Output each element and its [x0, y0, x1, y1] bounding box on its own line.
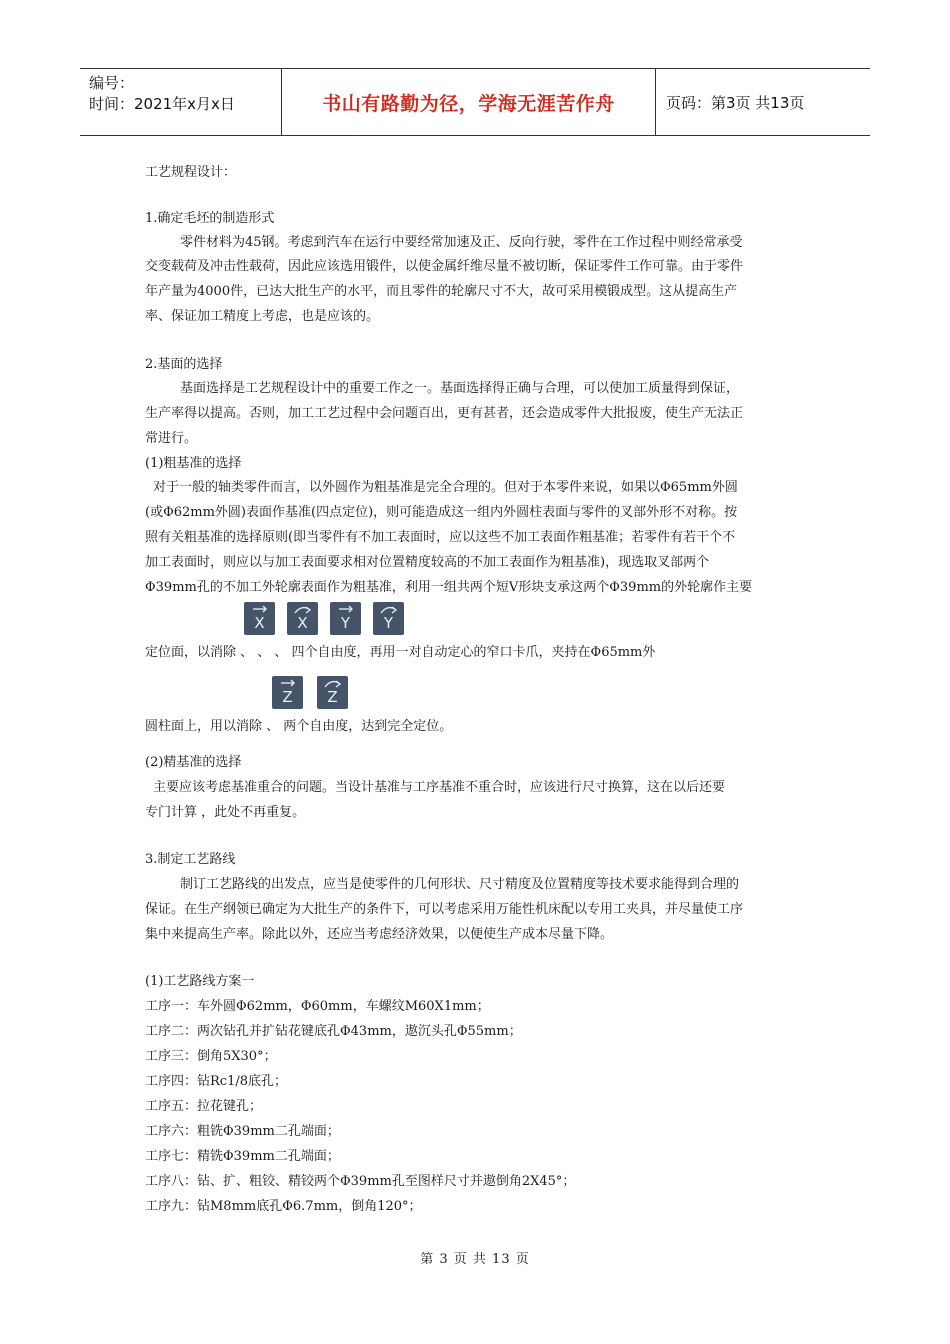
dof-letter: Z — [327, 688, 338, 706]
page-header — [80, 68, 870, 136]
dof-x-translation-icon — [244, 602, 275, 635]
section-2-heading: 2.基面的选择 — [145, 357, 223, 372]
section-1-heading: 1.确定毛坯的制造形式 — [145, 211, 275, 226]
dof-letter: Y — [340, 614, 351, 632]
process-step: 工序一：车外圆Φ62mm，Φ60mm，车螺纹M60X1mm； — [145, 999, 490, 1014]
number-label: 编号： — [89, 74, 135, 92]
dof-x-rotation-icon — [287, 602, 318, 635]
process-step: 工序七：精铣Φ39mm二孔端面； — [145, 1149, 340, 1164]
paragraph-line: 主要应该考虑基准重合的问题。当设计基准与工序基准不重合时，应该进行尺寸换算，这在以后还要 — [153, 780, 726, 795]
paragraph-line: 生产率得以提高。否则，加工工艺过程中会问题百出，更有甚者，还会造成零件大批报废，使生产无法正 — [145, 406, 744, 421]
process-step: 工序四：钻Rc1/8底孔； — [145, 1074, 287, 1089]
dof-icons-row-2 — [272, 676, 360, 709]
paragraph-line: 常进行。 — [145, 431, 198, 446]
header-motto: 书山有路勤为径，学海无涯苦作舟 — [282, 69, 656, 135]
paragraph-line: 基面选择是工艺规程设计中的重要工作之一。基面选择得正确与合理，可以使加工质量得到保证， — [180, 381, 740, 396]
dof-letter: X — [254, 614, 265, 632]
paragraph-line: 零件材料为45钢。考虑到汽车在运行中要经常加速及正、反向行驶，零件在工作过程中则经常承受 — [180, 235, 743, 250]
dof-letter: Y — [383, 614, 394, 632]
page-footer: 第 3 页 共 13 页 — [420, 1252, 530, 1267]
process-step: 工序九：钻M8mm底孔Φ6.7mm，倒角120°； — [145, 1199, 422, 1214]
dof-z-rotation-icon — [317, 676, 348, 709]
paragraph-line: Φ39mm孔的不加工外轮廓表面作为粗基准，利用一组共两个短V形块支承这两个Φ39mm的外轮廓作主要 — [145, 580, 753, 595]
section-3-heading: 3.制定工艺路线 — [145, 852, 236, 867]
subsection-rough-datum: (1)粗基准的选择 — [145, 456, 242, 471]
process-step: 工序三：倒角5X30°； — [145, 1049, 277, 1064]
dof-icons-row-1 — [244, 602, 416, 635]
paragraph-line: 专门计算 ，此处不再重复。 — [145, 805, 306, 820]
process-step: 工序二：两次钻孔并扩钻花键底孔Φ43mm，遨沉头孔Φ55mm； — [145, 1024, 522, 1039]
process-step: 工序八：钻、扩、粗铰、精铰两个Φ39mm孔至图样尺寸并遨倒角2X45°； — [145, 1174, 576, 1189]
header-page-info: 页码：第3页 共13页 — [666, 93, 805, 112]
paragraph-line: 制订工艺路线的出发点，应当是使零件的几何形状、尺寸精度及位置精度等技术要求能得到合理的 — [180, 877, 740, 892]
process-step: 工序六：粗铣Φ39mm二孔端面； — [145, 1124, 340, 1139]
subsection-fine-datum: (2)精基准的选择 — [145, 755, 242, 770]
process-step: 工序五：拉花键孔； — [145, 1099, 263, 1114]
time-label: 时间：2021年x月x日 — [89, 95, 235, 113]
paragraph-line: 加工表面时，则应以与加工表面要求相对位置精度较高的不加工表面作为粗基准)，现选取叉部两个 — [145, 555, 710, 570]
paragraph-line: 保证。在生产纲领已确定为大批生产的条件下，可以考虑采用万能性机床配以专用工夹具，并尽量使工序 — [145, 902, 744, 917]
paragraph-line: 年产量为4000件，已达大批生产的水平，而且零件的轮廓尺寸不大，故可采用模锻成型。这从提高生产 — [145, 284, 738, 299]
dof-letter: Z — [282, 688, 293, 706]
paragraph-line: 圆柱面上，用以消除 、 两个自由度，达到完全定位。 — [145, 719, 453, 734]
doc-title: 工艺规程设计： — [145, 165, 237, 180]
process-plan-title: (1)工艺路线方案一 — [145, 974, 255, 989]
dof-y-translation-icon — [330, 602, 361, 635]
paragraph-line: 照有关粗基准的选择原则(即当零件有不加工表面时，应以这些不加工表面作粗基准；若零件有若干个不 — [145, 530, 736, 545]
dof-letter: X — [297, 614, 308, 632]
dof-z-translation-icon — [272, 676, 303, 709]
paragraph-line: 集中来提高生产率。除此以外，还应当考虑经济效果，以便使生产成本尽量下降。 — [145, 927, 614, 942]
dof-y-rotation-icon — [373, 602, 404, 635]
paragraph-line: 定位面，以消除 、 、 、 四个自由度，再用一对自动定心的窄口卡爪，夹持在Φ65mm外 — [145, 645, 656, 660]
paragraph-line: (或Φ62mm外圆)表面作基准(四点定位)，则可能造成这一组内外圆柱表面与零件的叉部外形不对称。按 — [145, 505, 738, 520]
paragraph-line: 率、保证加工精度上考虑，也是应该的。 — [145, 309, 380, 324]
paragraph-line: 对于一般的轴类零件而言，以外圆作为粗基准是完全合理的。但对于本零件来说，如果以Φ65mm外圆 — [153, 480, 738, 495]
paragraph-line: 交变载荷及冲击性载荷，因此应该选用锻件，以使金属纤维尽量不被切断，保证零件工作可靠。由于零件 — [145, 259, 744, 274]
header-meta — [80, 69, 282, 135]
